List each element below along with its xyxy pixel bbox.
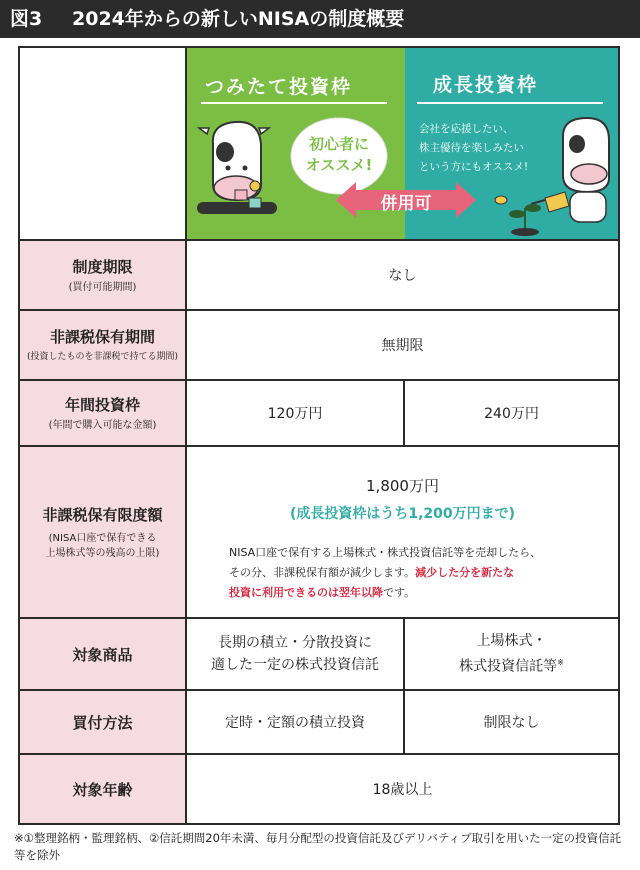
label-subtext: (年間で購入可能な金額) [48, 419, 157, 431]
label-text: 非課税保有期間 [49, 327, 155, 346]
max-holding-amount: 1,800万円 [366, 477, 439, 495]
label-text: 年間投資枠 [64, 395, 140, 414]
cow-icon [197, 122, 277, 214]
value-products-seicho [405, 619, 618, 691]
value-holding-period: 無期限 [187, 311, 618, 381]
label-text: 買付方法 [72, 713, 133, 732]
value-method-tsumitate: 定時・定額の積立投資 [187, 691, 405, 755]
value-products-tsumitate [187, 619, 405, 691]
footnote: ※①整理銘柄・監理銘柄、②信託期間20年未満、毎月分配型の投資信託及びデリバティブ取引を用いた一定の投資信託等を除外 [14, 831, 622, 862]
row-label-holding-period [20, 311, 187, 381]
products-tsumitate-line-1: 長期の積立・分散投資に [218, 635, 372, 651]
value-annual-seicho: 240万円 [405, 381, 618, 447]
title-bar [0, 0, 640, 38]
label-subtext: (投資したものを非課税で持てる期間) [26, 351, 179, 362]
tsumitate-label: つみたて投資枠 [205, 76, 353, 98]
desc-line-3b: です。 [383, 586, 416, 599]
products-seicho-line-1: 上場株式・ [476, 633, 547, 650]
combined-label: 併用可 [380, 194, 432, 214]
figure-number: 図3 [10, 8, 43, 30]
max-holding-description [229, 543, 609, 603]
bubble-line-1: 初心者に [308, 135, 369, 153]
bubble-line-2: オススメ! [305, 156, 373, 174]
max-holding-note: (成長投資枠はうち1,200万円まで) [289, 506, 516, 522]
value-method-seicho: 制限なし [405, 691, 618, 755]
row-label-age [20, 755, 187, 823]
value-max-holding [187, 447, 618, 619]
label-subtext: (NISA口座で保有できる [48, 532, 157, 544]
seicho-label: 成長投資枠 [433, 74, 539, 96]
seicho-desc-line-1: 会社を応援したい、 [419, 123, 514, 135]
row-label-purchase-method [20, 691, 187, 755]
value-period: なし [187, 241, 618, 311]
sprout-icon [509, 204, 541, 236]
products-tsumitate-line-2: 適した一定の株式投資信託 [211, 657, 379, 673]
seicho-desc-line-2: 株主優待を楽しみたい [419, 142, 524, 154]
footnote-mark: ※ [557, 658, 564, 668]
label-subtext-2: 上場株式等の残高の上限) [45, 547, 160, 559]
overview-table [18, 46, 620, 825]
row-label-period [20, 241, 187, 311]
label-subtext: (買付可能期間) [68, 281, 137, 293]
desc-line-2b-highlight: 減少した分を新たな [415, 566, 515, 579]
row-label-annual-limit [20, 381, 187, 447]
desc-line-2a: その分、非課税保有額が減少します。 [229, 566, 416, 579]
desc-line-1: NISA口座で保有する上場株式・株式投資信託等を売却したら、 [229, 546, 542, 559]
bee-icon [495, 196, 507, 204]
header-blank-cell [20, 48, 187, 241]
label-text: 制度期限 [72, 257, 133, 276]
label-text: 非課税保有限度額 [42, 505, 163, 524]
value-annual-tsumitate: 120万円 [187, 381, 405, 447]
row-label-products [20, 619, 187, 691]
recommend-bubble [291, 134, 387, 176]
row-label-max-holding [20, 447, 187, 619]
seicho-desc-line-3: という方にもオススメ! [419, 161, 529, 173]
label-text: 対象年齢 [72, 780, 133, 799]
cow-icon [563, 118, 609, 222]
products-seicho-line-2: 株式投資信託等 [459, 658, 558, 675]
label-text: 対象商品 [72, 645, 133, 664]
page-title: 2024年からの新しいNISAの制度概要 [72, 8, 405, 30]
desc-line-3a-highlight: 投資に利用できるのは翌年以降 [229, 586, 383, 599]
value-age: 18歳以上 [372, 782, 433, 798]
